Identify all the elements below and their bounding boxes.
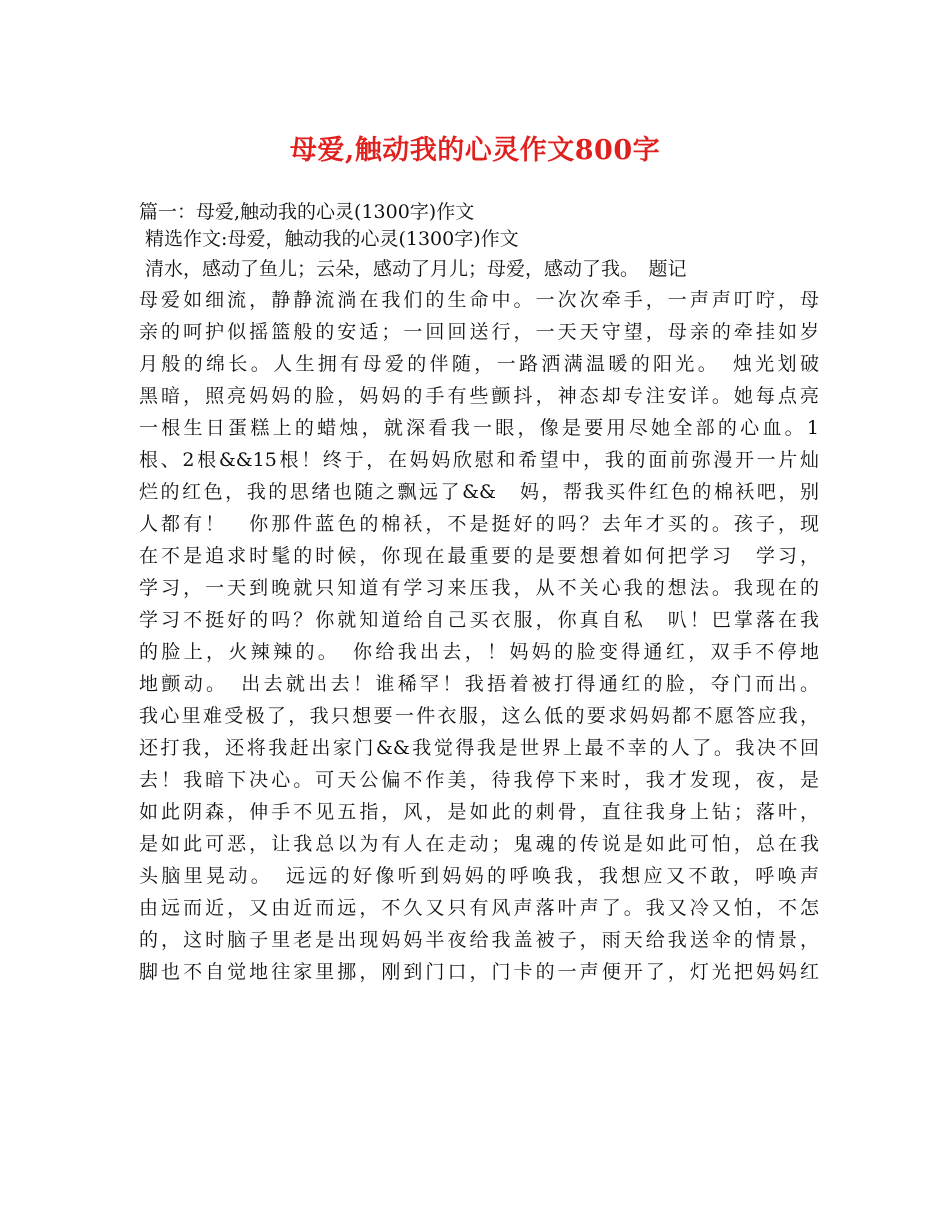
body-line: 亲的呵护似摇篮般的安适；一回回送行，一天天守望，母亲的牵挂如岁 bbox=[139, 321, 819, 343]
body-line: 根、2根&&15根！终于，在妈妈欣慰和希望中，我的面前弥漫开一片灿 bbox=[139, 449, 819, 471]
body-line: 学习不挺好的吗？你就知道给自己买衣服，你真自私 叭！巴掌落在我 bbox=[139, 609, 819, 631]
body-line: 是如此可恶，让我总以为有人在走动；鬼魂的传说是如此可怕，总在我 bbox=[139, 833, 819, 855]
body-line: 脚也不自觉地往家里挪，刚到门口，门卡的一声便开了，灯光把妈妈红 bbox=[139, 961, 819, 983]
body-line: 精选作文:母爱，触动我的心灵(1300字)作文 bbox=[139, 228, 519, 250]
body-line: 在不是追求时髦的时候，你现在最重要的是要想着如何把学习 学习， bbox=[139, 545, 819, 567]
body-line: 烂的红色，我的思绪也随之飘远了&& 妈，帮我买件红色的棉袄吧，别 bbox=[139, 481, 819, 503]
body-line: 如此阴森，伸手不见五指，风，是如此的刺骨，直往我身上钻；落叶， bbox=[139, 801, 819, 823]
body-line: 月般的绵长。人生拥有母爱的伴随，一路洒满温暖的阳光。 烛光划破 bbox=[139, 353, 819, 375]
body-line: 我心里难受极了，我只想要一件衣服，这么低的要求妈妈都不愿答应我， bbox=[139, 705, 819, 727]
body-line: 人都有！ 你那件蓝色的棉袄，不是挺好的吗？去年才买的。孩子，现 bbox=[139, 513, 819, 535]
body-line: 清水，感动了鱼儿；云朵，感动了月儿；母爱，感动了我。 题记 bbox=[139, 258, 687, 280]
body-line: 一根生日蛋糕上的蜡烛，就深看我一眼，像是要用尽她全部的心血。1 bbox=[139, 417, 819, 439]
body-line: 由远而近，又由近而远，不久又只有风声落叶声了。我又冷又怕，不怎 bbox=[139, 897, 819, 919]
body-line: 学习，一天到晚就只知道有学习来压我，从不关心我的想法。我现在的 bbox=[139, 577, 819, 599]
body-line: 还打我，还将我赶出家门&&我觉得我是世界上最不幸的人了。我决不回 bbox=[139, 737, 819, 759]
body-line: 的脸上，火辣辣的。 你给我出去，！妈妈的脸变得通红，双手不停地 bbox=[139, 641, 819, 663]
document-body bbox=[139, 200, 819, 988]
body-line: 母爱如细流，静静流淌在我们的生命中。一次次牵手，一声声叮咛，母 bbox=[139, 289, 819, 311]
body-line: 的，这时脑子里老是出现妈妈半夜给我盖被子，雨天给我送伞的情景， bbox=[139, 929, 819, 951]
body-line: 头脑里晃动。 远远的好像听到妈妈的呼唤我，我想应又不敢，呼唤声 bbox=[139, 865, 819, 887]
body-line: 黑暗，照亮妈妈的脸，妈妈的手有些颤抖，神态却专注安详。她每点亮 bbox=[139, 385, 819, 407]
body-line: 篇一：母爱,触动我的心灵(1300字)作文 bbox=[139, 201, 475, 223]
document-title: 母爱,触动我的心灵作文800字 bbox=[289, 135, 661, 166]
body-line: 地颤动。 出去就出去！谁稀罕！我捂着被打得通红的脸，夺门而出。 bbox=[139, 673, 819, 695]
body-line: 去！我暗下决心。可天公偏不作美，待我停下来时，我才发现，夜，是 bbox=[139, 769, 819, 791]
